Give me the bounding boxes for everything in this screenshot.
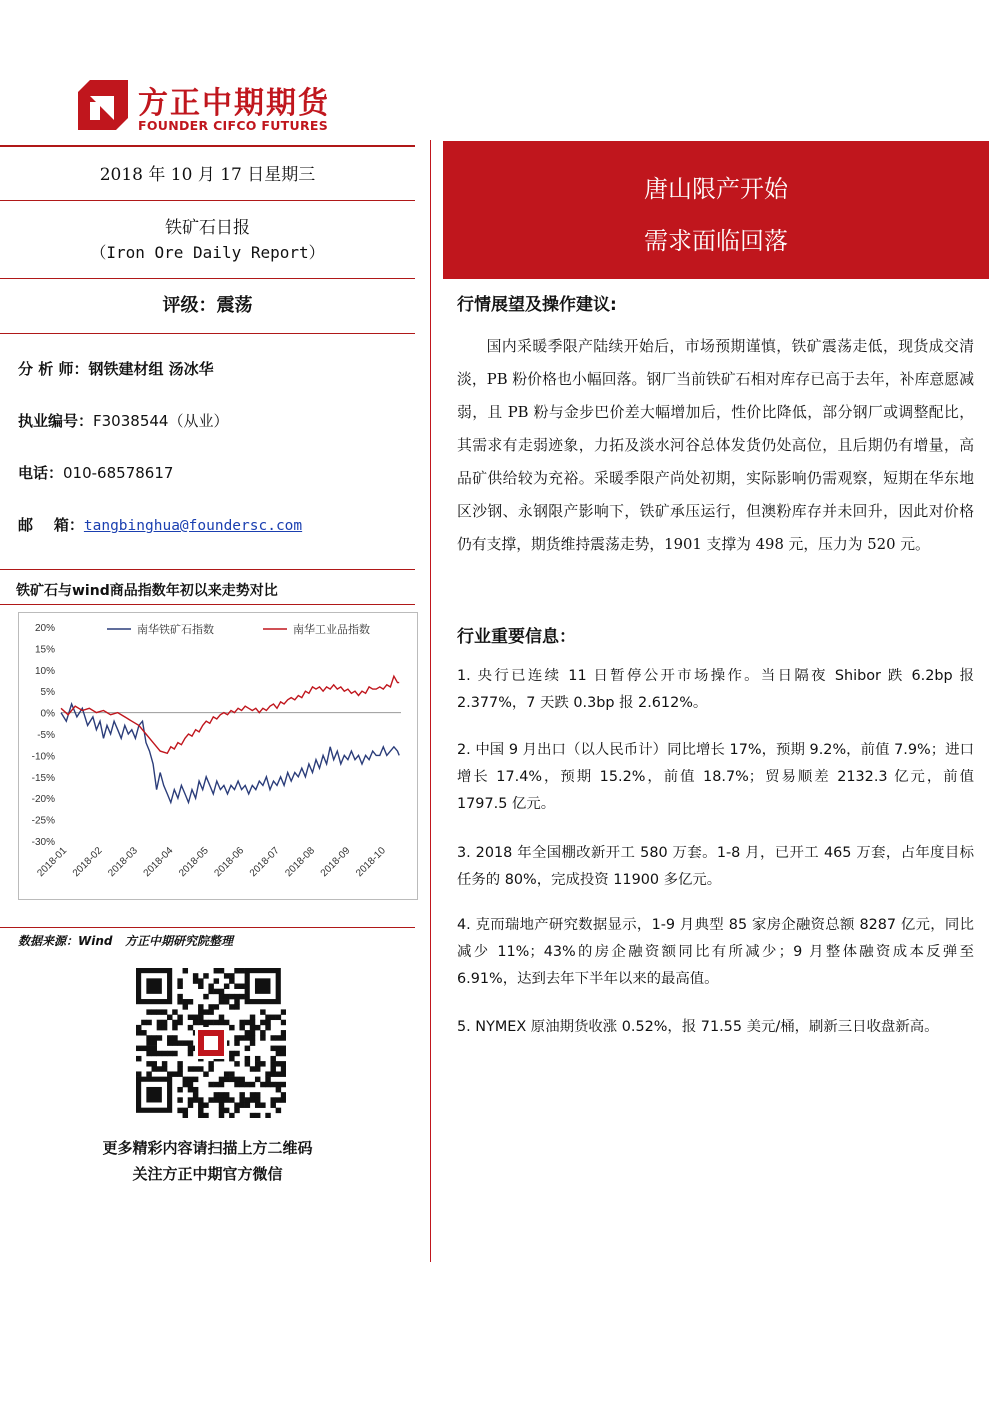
x-tick-label: 2018-04 bbox=[141, 845, 176, 880]
outlook-body bbox=[457, 330, 974, 561]
qr-caption-2: 关注方正中期官方微信 bbox=[132, 1165, 283, 1183]
analyst-row bbox=[18, 358, 214, 379]
y-tick-label: -30% bbox=[31, 837, 55, 848]
qr-code-icon bbox=[136, 968, 286, 1118]
y-tick-label: -5% bbox=[37, 730, 55, 741]
news-item-1: 1. 央行已连续 11 日暂停公开市场操作。当日隔夜 Shibor 跌 6.2bp 报 2.377%，7 天跌 0.3bp 报 2.612%。 bbox=[457, 668, 974, 711]
y-tick-label: 20% bbox=[34, 623, 55, 634]
headline-box bbox=[443, 141, 989, 279]
series-line-1 bbox=[61, 704, 399, 803]
legend-label: 南华工业品指数 bbox=[293, 623, 370, 636]
chart-title: 铁矿石与wind商品指数年初以来走势对比 bbox=[16, 583, 278, 599]
wechat-qr-code[interactable] bbox=[136, 968, 286, 1118]
y-tick-label: 15% bbox=[34, 644, 55, 656]
divider bbox=[0, 604, 415, 605]
series-line-2 bbox=[61, 676, 399, 753]
divider bbox=[0, 200, 415, 201]
report-title: 铁矿石日报 bbox=[165, 218, 250, 238]
y-tick-label: 0% bbox=[40, 708, 55, 720]
data-source: 数据来源：Wind 方正中期研究院整理 bbox=[18, 934, 234, 948]
license-label: 执业编号： bbox=[18, 412, 94, 430]
x-tick-label: 2018-07 bbox=[247, 845, 282, 880]
x-tick-label: 2018-10 bbox=[354, 845, 388, 880]
phone-row bbox=[18, 462, 173, 483]
news-item-2: 2. 中国 9 月出口（以人民币计）同比增长 17%，预期 9.2%，前值 7.9%；进口增长 17.4%，预期 15.2%，前值 18.7%；贸易顺差 2132.3 亿元，前值 1797.5 亿元。 bbox=[457, 742, 974, 812]
news-item-4: 4. 克而瑞地产研究数据显示，1-9 月典型 85 家房企融资总额 8287 亿元，同比减少 11%；43%的房企融资额同比有所减少；9 月整体融资成本反弹至 6.91%，达到去年下半年以来的最高值。 bbox=[457, 917, 974, 987]
outlook-paragraph: 国内采暖季限产陆续开始后，市场预期谨慎，铁矿震荡走低，现货成交清淡，PB 粉价格也小幅回落。钢厂当前铁矿石相对库存已高于去年，补库意愿减弱，且 PB 粉与金步巴价差大幅增加后，性价比降低，部分钢厂或调整配比，其需求有走弱迹象，力拓及淡水河谷总体发货仍处高位，且后期仍有增量，高品矿供给较为充裕。采暖季限产尚处初期，实际影响仍需观察，短期在华东地区沙钢、永钢限产影响下，铁矿承压运行，但澳粉库存并未回升，因此对价格仍有支撑，期货维持震荡走势，1901 支撑为 498 元，压力为 520 元。 bbox=[457, 338, 974, 553]
report-date: 2018 年 10 月 17 日星期三 bbox=[99, 165, 316, 185]
divider bbox=[0, 927, 415, 928]
divider bbox=[0, 278, 415, 279]
news-item-3: 3. 2018 年全国棚改新开工 580 万套。1-8 月，已开工 465 万套，占年度目标任务的 80%，完成投资 11900 多亿元。 bbox=[457, 845, 974, 888]
y-tick-label: 5% bbox=[40, 687, 55, 699]
license-row bbox=[18, 410, 228, 431]
phone-value: 010-68578617 bbox=[63, 464, 174, 482]
price-trend-chart bbox=[18, 612, 418, 900]
y-tick-label: -25% bbox=[31, 815, 55, 827]
email-link[interactable]: tangbinghua@foundersc.com bbox=[83, 518, 303, 534]
headline-line-2: 需求面临回落 bbox=[644, 227, 788, 255]
y-tick-label: -20% bbox=[31, 794, 55, 806]
x-tick-label: 2018-09 bbox=[318, 845, 353, 880]
divider bbox=[0, 145, 415, 147]
legend-label: 南华铁矿石指数 bbox=[137, 623, 214, 636]
brand-name-en: FOUNDER CIFCO FUTURES bbox=[138, 118, 329, 133]
founder-logo-icon bbox=[78, 80, 128, 130]
industry-heading: 行业重要信息： bbox=[457, 627, 576, 647]
brand-name-cn: 方正中期期货 bbox=[138, 86, 330, 121]
analyst-name: 钢铁建材组 汤冰华 bbox=[88, 360, 214, 378]
x-tick-label: 2018-03 bbox=[106, 845, 140, 880]
x-tick-label: 2018-05 bbox=[177, 845, 211, 880]
analyst-label: 分 析 师： bbox=[18, 360, 89, 378]
chart-svg bbox=[19, 613, 417, 899]
y-tick-label: -15% bbox=[31, 772, 55, 784]
rating: 评级：震荡 bbox=[162, 295, 253, 316]
x-tick-label: 2018-02 bbox=[70, 845, 105, 880]
report-subtitle: （Iron Ore Daily Report） bbox=[90, 243, 325, 262]
divider bbox=[0, 333, 415, 334]
license-value: F3038544（从业） bbox=[93, 412, 229, 430]
y-tick-label: 10% bbox=[34, 665, 55, 677]
divider bbox=[0, 569, 415, 570]
email-label: 邮 箱： bbox=[18, 516, 84, 534]
brand-logo bbox=[78, 78, 358, 138]
phone-label: 电话： bbox=[18, 464, 64, 482]
column-divider bbox=[430, 140, 431, 1262]
headline-line-1: 唐山限产开始 bbox=[644, 175, 788, 203]
qr-caption-1: 更多精彩内容请扫描上方二维码 bbox=[102, 1139, 313, 1157]
outlook-heading: 行情展望及操作建议: bbox=[457, 295, 617, 315]
x-tick-label: 2018-01 bbox=[35, 845, 70, 880]
y-tick-label: -10% bbox=[31, 751, 55, 763]
email-row bbox=[18, 514, 302, 535]
news-item-5: 5. NYMEX 原油期货收涨 0.52%，报 71.55 美元/桶，刷新三日收盘新高。 bbox=[457, 1019, 939, 1035]
x-tick-label: 2018-08 bbox=[283, 845, 318, 880]
x-tick-label: 2018-06 bbox=[212, 845, 247, 880]
